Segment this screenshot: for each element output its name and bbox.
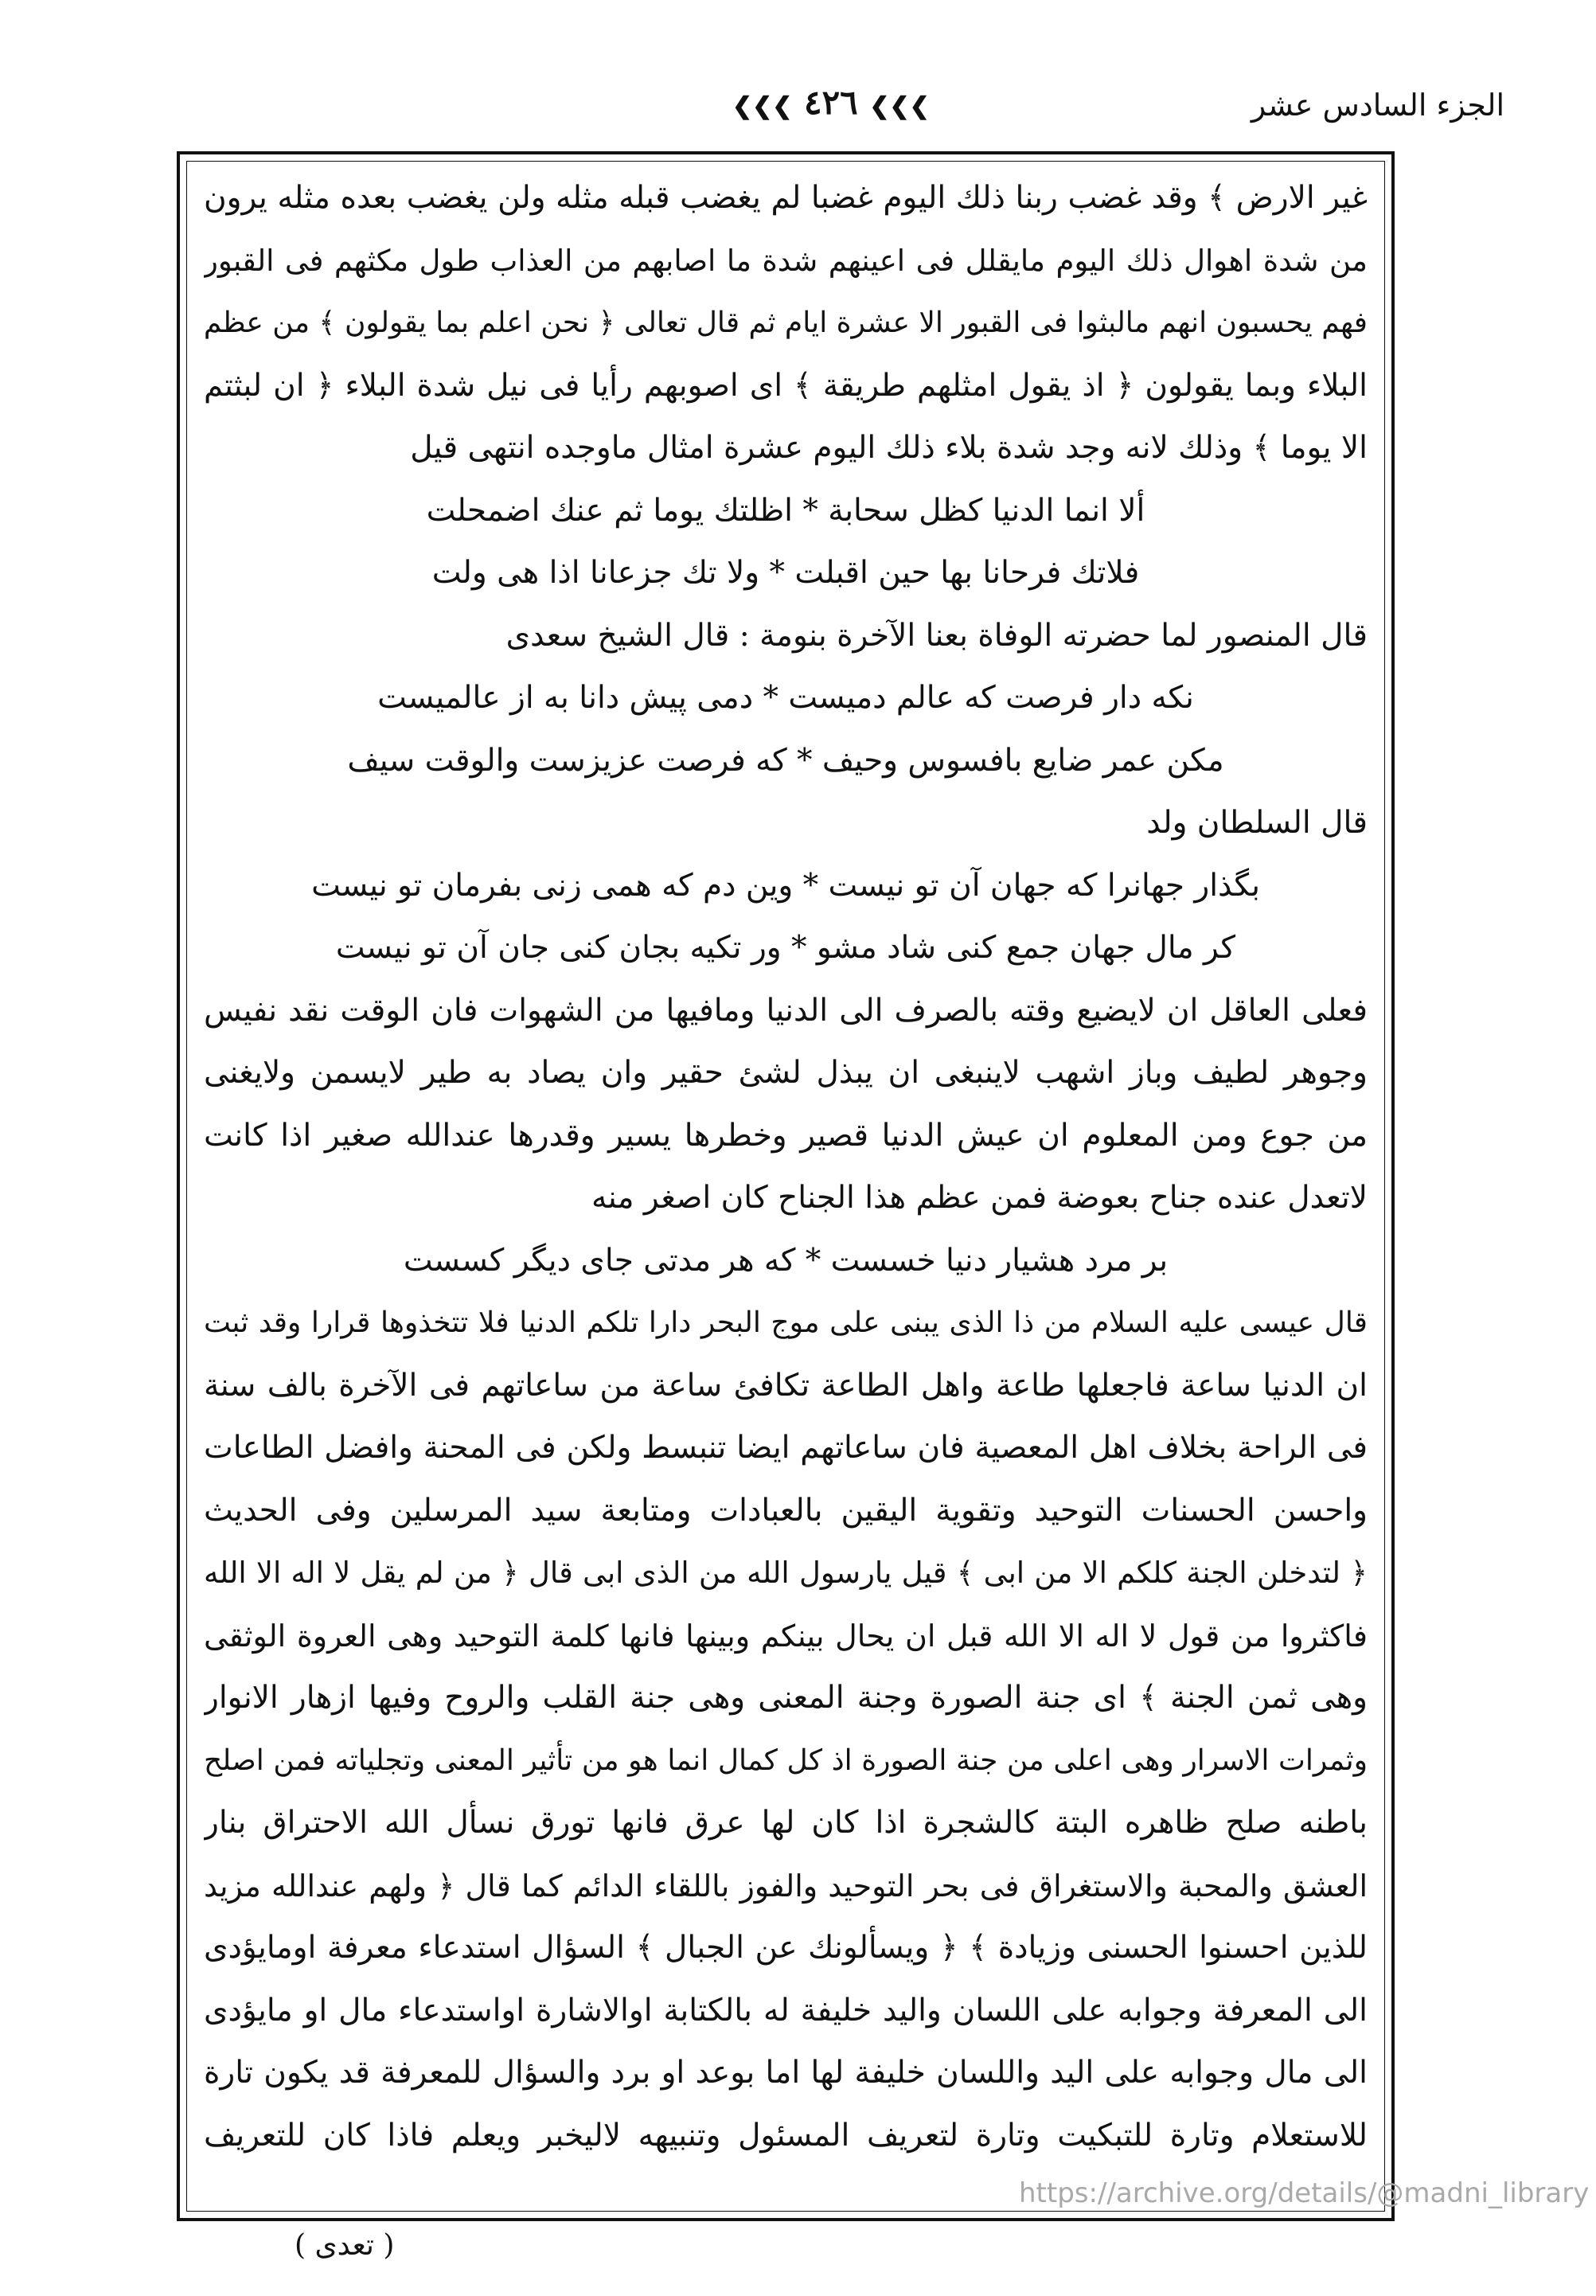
- text-line: الا يوما ﴾ وذلك لانه وجد شدة بلاء ذلك اليوم عشرة امثال ماوجده انتهى قيل: [410, 430, 1368, 466]
- text-line: من جوع ومن المعلوم ان عيش الدنيا قصير وخطرها يسير وقدرها عندالله صغير اذا كانت: [204, 1117, 1368, 1154]
- body-text: [204, 167, 1368, 2167]
- text-line: الى مال وجوابه على اليد واللسان خليفة لها اما بوعد او برد والسؤال للمعرفة قد يكون تارة: [204, 2055, 1368, 2091]
- text-line: الى المعرفة وجوابه على اللسان واليد خليفة له بالكتابة اوالاشارة اواستدعاء مال او مايؤدى: [204, 1992, 1368, 2029]
- text-line: قال المنصور لما حضرته الوفاة بعنا الآخرة بنومة : قال الشيخ سعدى: [505, 617, 1368, 654]
- ornament-right: ❮❮❮: [869, 92, 930, 120]
- text-line: غير الارض ﴾ وقد غضب ربنا ذلك اليوم غضبا لم يغضب قبله مثله ولن يغضب بعده مثله يرون: [204, 180, 1368, 216]
- text-line: واحسن الحسنات التوحيد وتقوية اليقين بالعبادات ومتابعة سيد المرسلين وفى الحديث: [204, 1492, 1368, 1529]
- page-header: [0, 0, 1596, 151]
- text-frame: [177, 151, 1395, 2221]
- text-line: للذين احسنوا الحسنى وزيادة ﴾ ﴿ ويسألونك عن الجبال ﴾ السؤال استدعاء معرفة اومايؤدى: [204, 1930, 1368, 1966]
- text-line: قال السلطان ولد: [1146, 805, 1368, 841]
- text-line: لاتعدل عنده جناح بعوضة فمن عظم هذا الجناح كان اصغر منه: [591, 1180, 1368, 1216]
- text-line: فى الراحة بخلاف اهل المعصية فان ساعاتهم ايضا تنبسط ولكن فى المحنة وافضل الطاعات: [204, 1430, 1368, 1466]
- text-line: وجوهر لطيف وباز اشهب لاينبغى ان يبذل لشئ حقير وان يصاد به طير لايسمن ولايغنى: [204, 1055, 1368, 1091]
- verse-line: بر مرد هشيار دنيا خسست * كه هر مدتى جاى ديگر كسست: [403, 1242, 1169, 1279]
- text-line: فهم يحسبون انهم مالبثوا فى القبور الا عشرة ايام ثم قال تعالى ﴿ نحن اعلم بما يقولون ﴾ من عظم: [204, 307, 1368, 339]
- page-number: [732, 83, 930, 122]
- text-line: باطنه صلح ظاهره البتة كالشجرة اذا كان لها عرق فانها تورق نسأل الله الاحتراق بنار: [204, 1805, 1368, 1841]
- running-title: الجزء السادس عشر: [1251, 88, 1504, 123]
- verse-line: فلاتك فرحانا بها حين اقبلت * ولا تك جزعانا اذا هى ولت: [431, 555, 1140, 591]
- text-line: العشق والمحبة والاستغراق فى بحر التوحيد والفوز باللقاء الدائم كما قال ﴿ ولهم عندالله مزيد: [204, 1868, 1368, 1904]
- text-line: وهى ثمن الجنة ﴾ اى جنة الصورة وجنة المعنى وهى جنة القلب والروح وفيها ازهار الانوار: [204, 1680, 1368, 1716]
- text-line: البلاء وبما يقولون ﴿ اذ يقول امثلهم طريقة ﴾ اى اصوبهم رأيا فى نيل شدة البلاء ﴿ ان لبثتم: [204, 367, 1368, 404]
- text-line: فعلى العاقل ان لايضيع وقته بالصرف الى الدنيا ومافيها من الشهوات فان الوقت نقد نفيس: [204, 992, 1368, 1029]
- verse-line: كر مال جهان جمع كنى شاد مشو * ور تكيه بجان كنى جان آن تو نيست: [335, 930, 1236, 966]
- watermark-url[interactable]: https://archive.org/details/@madni_library: [1019, 2177, 1590, 2209]
- page-number-value: ٤٢٦: [804, 83, 858, 122]
- catchword: ( تعدى ): [295, 2229, 395, 2262]
- text-line: قال عيسى عليه السلام من ذا الذى يبنى على موج البحر دارا تلكم الدنيا فلا تتخذوها قرارا وقد ثبت: [204, 1306, 1368, 1339]
- verse-line: نكه دار فرصت كه عالم دميست * دمى پيش دانا به از عالميست: [377, 680, 1194, 716]
- verse-line: ألا انما الدنيا كظل سحابة * اظلتك يوما ثم عنك اضمحلت: [426, 492, 1145, 529]
- text-line: وثمرات الاسرار وهى اعلى من جنة الصورة اذ كل كمال انما هو من تأثير المعنى وتجلياته فمن اصلح: [204, 1743, 1368, 1777]
- text-line: للاستعلام وتارة للتبكيت وتارة لتعريف المسئول وتنبيهه لاليخبر ويعلم فاذا كان للتعريف: [204, 2117, 1368, 2153]
- text-line: ان الدنيا ساعة فاجعلها طاعة واهل الطاعة تكافئ ساعة من ساعاتهم فى الآخرة بالف سنة: [204, 1367, 1368, 1404]
- ornament-left: ❮❮❮: [732, 92, 793, 120]
- text-line: ﴿ لتدخلن الجنة كلكم الا من ابى ﴾ قيل يارسول الله من الذى ابى قال ﴿ من لم يقل لا اله الا الله: [204, 1556, 1368, 1590]
- text-line: من شدة اهوال ذلك اليوم مايقلل فى اعينهم شدة ما اصابهم من العذاب طول مكثهم فى القبور: [204, 243, 1368, 278]
- text-line: فاكثروا من قول لا اله الا الله قبل ان يحال بينكم وبينها فانها كلمة التوحيد وهى العروة الوثقى: [204, 1618, 1368, 1654]
- verse-line: مكن عمر ضايع بافسوس وحيف * كه فرصت عزيزست والوقت سيف: [347, 742, 1224, 779]
- verse-line: بگذار جهانرا كه جهان آن تو نيست * وين دم كه همى زنى بفرمان تو نيست: [311, 867, 1260, 904]
